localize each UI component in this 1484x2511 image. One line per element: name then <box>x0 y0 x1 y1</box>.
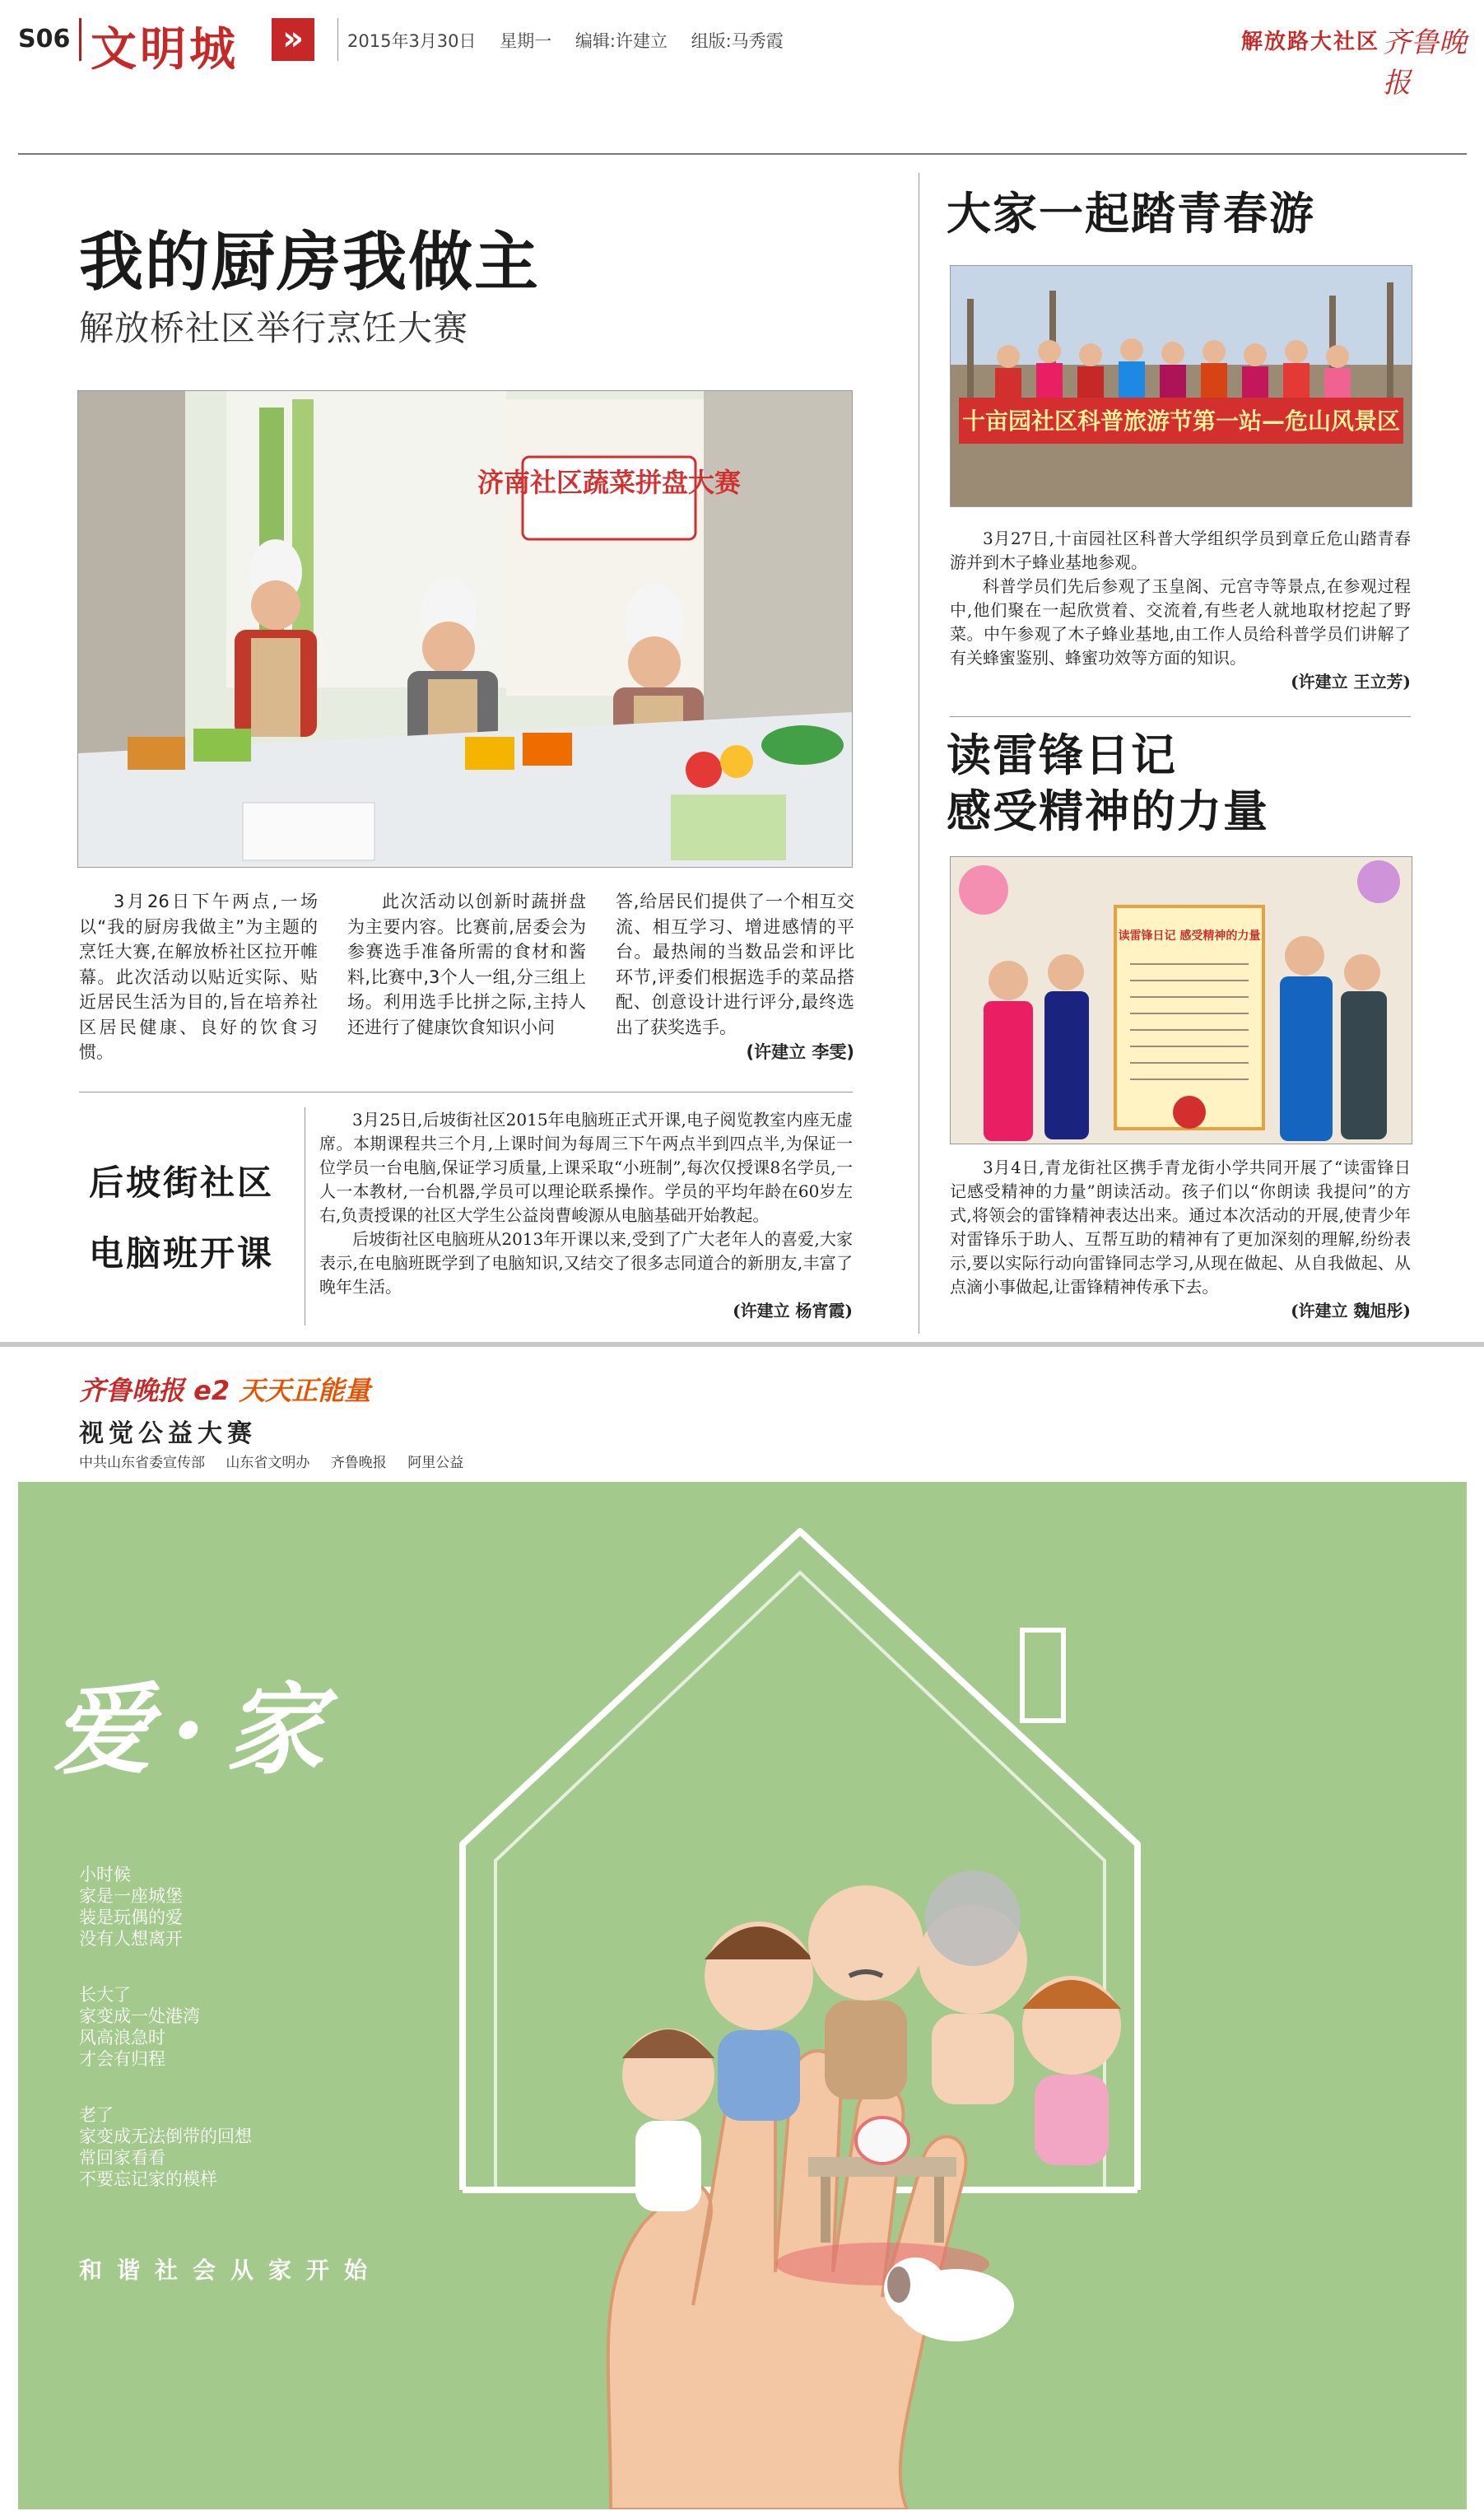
story3-byline: (许建立 王立芳) <box>1291 672 1411 692</box>
story4-headline-line2: 感受精神的力量 <box>947 785 1269 837</box>
story1-column-2 <box>347 889 586 1040</box>
title-love: 爱 <box>53 1672 171 1788</box>
ad-brand <box>79 1370 370 1408</box>
story1-byline: (许建立 李雯) <box>746 1042 854 1062</box>
poem-stanza-1 <box>79 1864 183 1950</box>
poem-line: 小时候 <box>79 1865 131 1884</box>
story4-body <box>950 1156 1411 1323</box>
story2-body <box>319 1108 853 1323</box>
poem-line: 家是一座城堡 <box>79 1886 183 1906</box>
issue-info <box>347 28 802 53</box>
poem-line: 家变成无法倒带的回想 <box>79 2127 252 2146</box>
story3-headline: 大家一起踏青春游 <box>947 188 1315 240</box>
title-dot: · <box>171 1672 226 1788</box>
ad-top-rule <box>0 1342 1484 1347</box>
ad-sponsors <box>79 1451 480 1471</box>
story2-paragraph-2: 后坡街社区电脑班从2013年开课以来,受到了广大老年人的喜爱,大家表示,在电脑班既学到了电脑知识,又结交了很多志同道合的新朋友,丰富了晚年生活。 <box>319 1229 853 1297</box>
page-number: S06 <box>18 25 71 54</box>
poem-line: 没有人想离开 <box>79 1929 183 1949</box>
story1-column-1 <box>79 889 318 1065</box>
lei-feng-reading-photo <box>950 856 1412 1144</box>
story4-headline-line1: 读雷锋日记 <box>947 729 1177 781</box>
love-home-ad-panel <box>18 1482 1467 2509</box>
story1-headline: 我的厨房我做主 <box>79 226 541 300</box>
poem-line: 风高浪急时 <box>79 2028 165 2047</box>
cooking-contest-illustration <box>78 391 852 867</box>
ad-slogan: 和谐社会从家开始 <box>79 2257 383 2284</box>
poem-line: 长大了 <box>79 1985 131 2005</box>
story3-paragraph-2: 科普学员们先后参观了玉皇阁、元宫寺等景点,在参观过程中,他们聚在一起欣赏着、交流着,有些老人就地取材挖起了野菜。中午参观了木子蜂业基地,由工作人员给科普学员们讲解了有关蜂蜜鉴别、蜂蜜功效等方面的知识。 <box>950 576 1411 668</box>
ad-brand-masthead: 齐鲁晚报 <box>79 1375 185 1406</box>
story3-body <box>950 527 1411 694</box>
cooking-contest-photo <box>77 390 853 868</box>
poem-line: 常回家看看 <box>79 2148 165 2168</box>
poem-line: 老了 <box>79 2105 114 2125</box>
section-arrow-icon: » <box>272 18 314 61</box>
poem-line: 不要忘记家的模样 <box>79 2169 217 2189</box>
ad-contest-title: 视觉公益大赛 <box>79 1419 257 1448</box>
outing-banner-text: 十亩园社区科普旅游节第一站—危山风景区 <box>961 408 1401 435</box>
sponsor: 山东省文明办 <box>226 1455 310 1471</box>
sponsor: 中共山东省委宣传部 <box>79 1455 205 1471</box>
story1-paragraph-2: 此次活动以创新时蔬拼盘为主要内容。比赛前,居委会为参赛选手准备所需的食材和酱料,比赛中,3个人一组,分三组上场。利用选手比拼之际,主持人还进行了健康饮食知识小问 <box>347 892 586 1037</box>
story4-byline: (许建立 魏旭彤) <box>1291 1301 1411 1321</box>
spring-outing-photo <box>950 265 1412 507</box>
story2-byline: (许建立 杨宵霞) <box>733 1301 853 1321</box>
story4-paragraph-1: 3月4日,青龙街社区携手青龙街小学共同开展了“读雷锋日记感受精神的力量”朗读活动。孩子们以“你朗读 我提问”的方式,将领会的雷锋精神表达出来。通过本次活动的开展,使青少年对雷锋乐于助人、互帮互助的精神有了更加深刻的理解,纷纷表示,要以实际行动向雷锋同志学习,从现在做起、从自我做起、从点滴小事做起,让雷锋精神传承下去。 <box>950 1158 1411 1297</box>
house-hand-illustration <box>18 1482 1467 2509</box>
header-separator <box>337 18 338 61</box>
poem-stanza-2 <box>79 1984 200 2070</box>
ad-brand-slogan: 天天正能量 <box>239 1375 371 1406</box>
poster-title: 读雷锋日记 感受精神的力量 <box>1118 929 1261 943</box>
story1-column-3 <box>616 889 854 1065</box>
issue-layout: 组版:马秀霞 <box>691 31 784 51</box>
sponsor: 齐鲁晚报 <box>330 1455 387 1471</box>
header-rule <box>18 153 1467 155</box>
story2-paragraph-1: 3月25日,后坡街社区2015年电脑班正式开课,电子阅览教室内座无虚席。本期课程共三个月,上课时间为每周三下午两点半到四点半,为保证一位学员一台电脑,保证学习质量,上课采取“小班制”,每次仅授课8名学员,一人一本教材,一台机器,学员可以理论联系操作。学员的平均年龄在60岁左右,负责授课的社区大学生公益岗曹峻源从电脑基础开始教起。 <box>319 1110 853 1225</box>
title-home: 家 <box>225 1672 344 1788</box>
header-divider <box>79 18 81 61</box>
section-title: 文明城 <box>91 23 239 77</box>
story2-headline-line1: 后坡街社区 <box>89 1162 275 1203</box>
reading-event-illustration <box>951 857 1412 1144</box>
story3-bottom-rule <box>950 716 1411 717</box>
story1-subhead: 解放桥社区举行烹饪大赛 <box>79 308 469 348</box>
issue-editor: 编辑:许建立 <box>575 31 668 51</box>
story2-headline-line2: 电脑班开课 <box>89 1233 275 1274</box>
poem-stanza-3 <box>79 2104 252 2190</box>
masthead-logo: 齐鲁晚报 <box>1383 26 1467 100</box>
issue-date: 2015年3月30日 <box>347 31 477 51</box>
story1-paragraph-3: 答,给居民们提供了一个相互交流、相互学习、增进感情的平台。最热闹的当数品尝和评比环节,评委们根据选手的菜品搭配、创意设计进行评分,最终选出了获奖选手。 <box>616 892 854 1037</box>
poem-line: 才会有归程 <box>79 2049 165 2069</box>
e2-logo-icon: e2 <box>193 1375 230 1406</box>
issue-weekday: 星期一 <box>500 31 552 51</box>
poem-line: 家变成一处港湾 <box>79 2006 200 2026</box>
story1-paragraph-1: 3月26日下午两点,一场以“我的厨房我做主”为主题的烹饪大赛,在解放桥社区拉开帷幕。此次活动以贴近实际、贴近居民生活为目的,旨在培养社区居民健康、良好的饮食习惯。 <box>79 892 318 1062</box>
group-photo-illustration <box>951 266 1412 506</box>
sponsor: 阿里公益 <box>407 1455 464 1471</box>
poem-line: 装是玩偶的爱 <box>79 1908 183 1927</box>
love-home-title <box>53 1651 344 1793</box>
banner-text: 济南社区蔬菜拼盘大赛 <box>477 467 742 498</box>
story3-paragraph-1: 3月27日,十亩园社区科普大学组织学员到章丘危山踏青春游并到木子蜂业基地参观。 <box>950 529 1411 572</box>
column-tag: 解放路大社区 <box>1241 30 1380 54</box>
